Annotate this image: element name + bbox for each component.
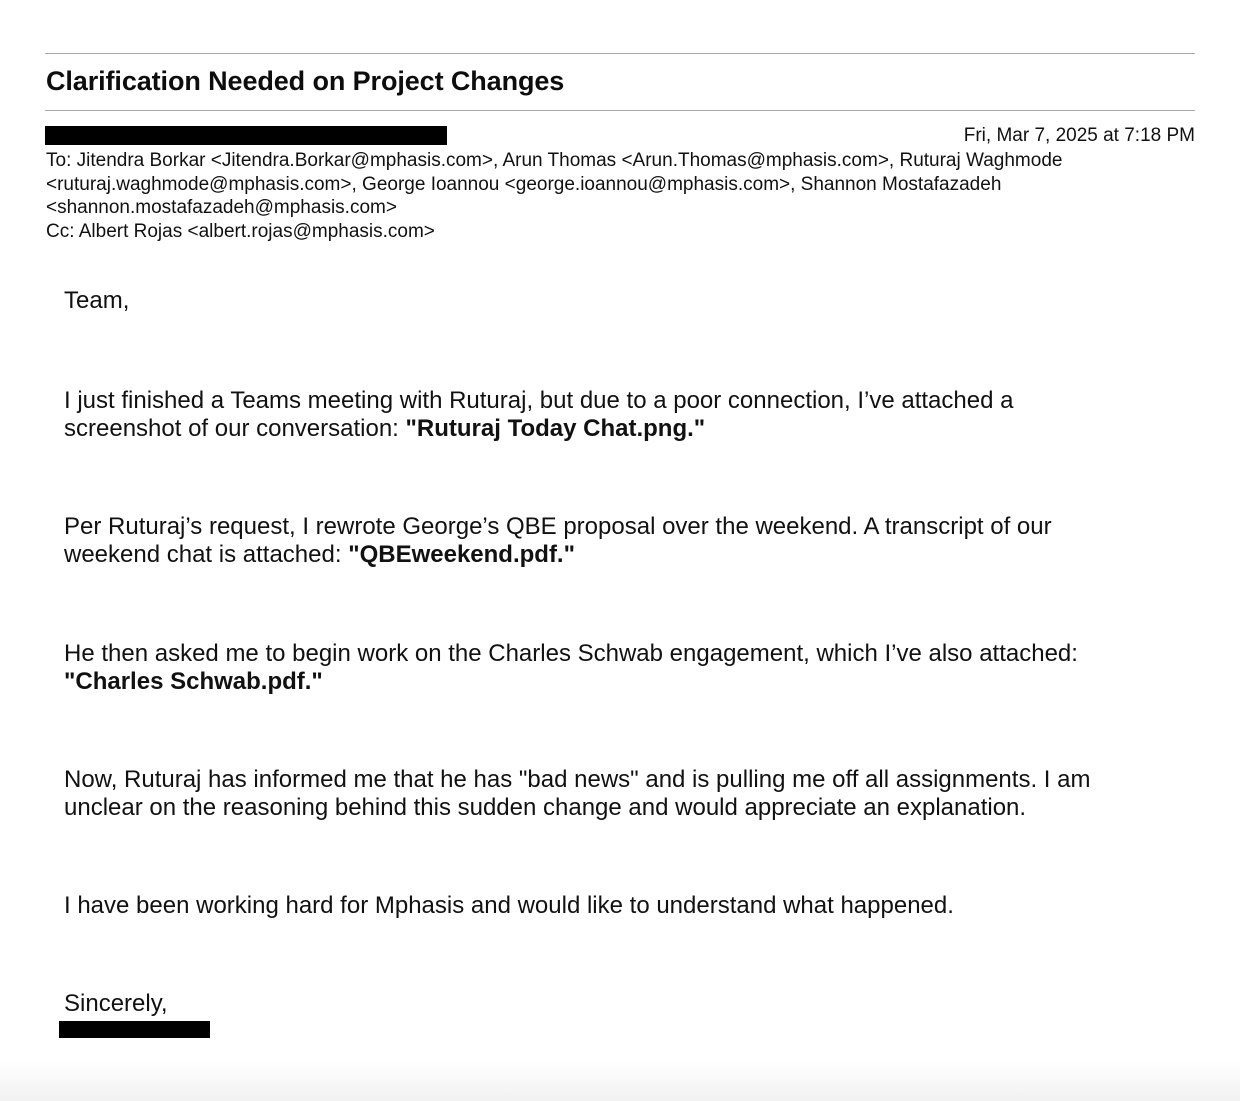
greeting-text: Team, (64, 287, 130, 314)
attachment-name-chat-png: "Ruturaj Today Chat.png." (405, 415, 706, 442)
page-bottom-shadow (0, 1061, 1240, 1101)
paragraph-teams-meeting (64, 387, 1194, 443)
p1-line-2 (64, 415, 1194, 443)
email-recipients (46, 149, 1196, 244)
redacted-signature (59, 1021, 210, 1038)
paragraph-charles-schwab (64, 640, 1194, 696)
p3-line-1: He then asked me to begin work on the Charles Schwab engagement, which I’ve also attached: (64, 640, 1078, 667)
p1-line-1: I just finished a Teams meeting with Ruturaj, but due to a poor connection, I’ve attached a (64, 387, 1014, 414)
paragraph-bad-news (64, 766, 1194, 822)
p2-line-1: Per Ruturaj’s request, I rewrote George’s QBE proposal over the weekend. A transcript of our (64, 513, 1052, 540)
email-date: Fri, Mar 7, 2025 at 7:18 PM (963, 125, 1195, 146)
greeting (64, 287, 1194, 315)
p2-line-2 (64, 541, 1194, 569)
p4-line-1: Now, Ruturaj has informed me that he has "bad news" and is pulling me off all assignments. I am (64, 766, 1091, 793)
email-subject: Clarification Needed on Project Changes (46, 66, 565, 96)
top-divider (45, 53, 1195, 54)
p5-line-1: I have been working hard for Mphasis and would like to understand what happened. (64, 892, 954, 919)
cc-line: Cc: Albert Rojas <albert.rojas@mphasis.com> (46, 221, 435, 243)
closing-text: Sincerely, (64, 990, 168, 1017)
subject-divider (45, 110, 1195, 111)
p1-line-2-text: screenshot of our conversation: (64, 415, 406, 442)
paragraph-qbe-proposal (64, 513, 1194, 569)
to-line-1: To: Jitendra Borkar <Jitendra.Borkar@mphasis.com>, Arun Thomas <Arun.Thomas@mphasis.com>, Ruturaj Waghmode (46, 150, 1063, 171)
to-line-2: <ruturaj.waghmode@mphasis.com>, George Ioannou <george.ioannou@mphasis.com>, Shannon Mostafazadeh (46, 173, 1002, 195)
attachment-name-schwab-pdf: "Charles Schwab.pdf." (64, 668, 323, 695)
redacted-sender (45, 126, 447, 145)
p2-line-2-text: weekend chat is attached: (64, 541, 349, 568)
to-line-3: <shannon.mostafazadeh@mphasis.com> (46, 197, 397, 219)
paragraph-working-hard (64, 892, 1194, 920)
closing (64, 990, 1194, 1018)
p4-line-2: unclear on the reasoning behind this sudden change and would appreciate an explanation. (64, 794, 1027, 821)
attachment-name-qbe-pdf: "QBEweekend.pdf." (348, 541, 575, 568)
p3-line-2 (64, 668, 1194, 696)
